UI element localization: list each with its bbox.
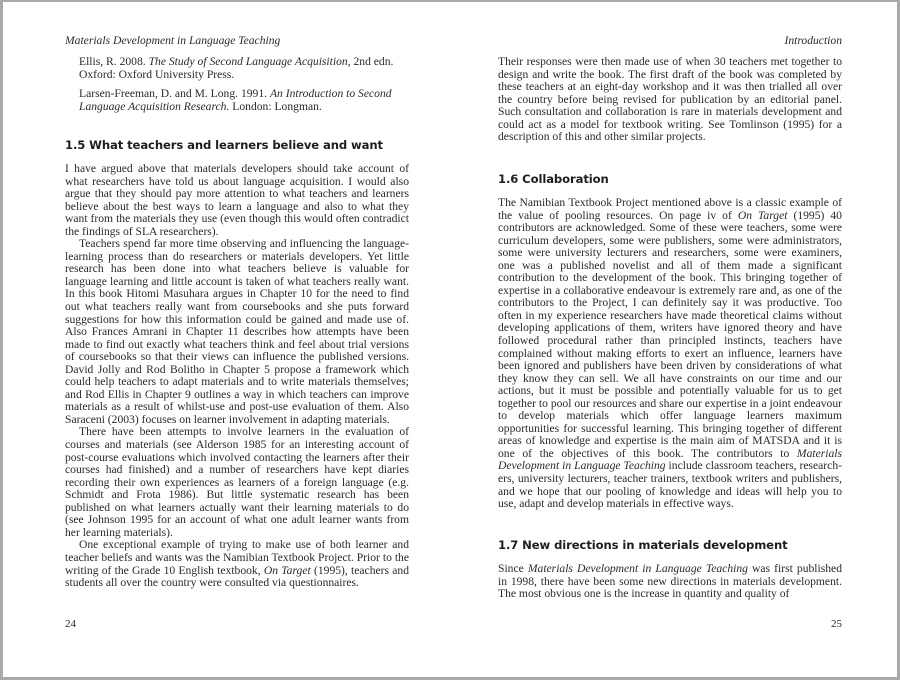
page-number-left: 24 <box>65 618 76 630</box>
paragraph <box>65 539 409 589</box>
reference-title: The Study of Second Language Acquisition <box>148 55 348 68</box>
reference-author: Larsen-Freeman, D. and M. Long. 1991. <box>79 87 270 101</box>
reference-publisher: London: Longman. <box>229 100 322 114</box>
paragraph-text: One exceptional example of trying to make use of both learner and teacher beliefs and wants was the Namibian Textbook Project. Prior to the writing of the Grade 10 English textbook, <box>65 538 409 577</box>
paragraph <box>498 563 842 601</box>
book-title: Materials Development in Language Teaching <box>527 562 748 575</box>
paragraph-text: (1995) 40 contributors are acknowledged. Some of these were teachers, some were curriculum developers, some were publishers, some were administrators, some were university lecturers and researchers, some were examiners, one was a published novelist and all of them made a significant contribution to the development of the book. This bringing together of expertise in a collaborative endeavour is extremely rare and, as one of the contributors to the Project, I can definitely say it was productive. Too often in my experience researchers have made theoretical claims without developing applications of them, writers have ignored theory and have followed procedural rather than principled instincts, teachers have complained without making efforts to exert an influence, learners have been ignored and publishers have been driven by considerations of what they know they can sell. We all have constraints on our time and our actions, but it must be possible and potentially valuable for us to get together to pool our resources and share our expertise in a joint endeavour to develop materials which offer language learners maximum opportunities for successful learning. This bringing together of different areas of knowledge and expertise is the main aim of MATSDA and it is one of the objectives of this book. The contributors to <box>498 208 842 460</box>
paragraph-text: include classroom teachers, researchers, university lecturers, teacher trainers, textbook writers and publishers, and we hope that our pooling of knowledge and ideas will help you to use, adapt and develop materials in effective ways. <box>498 459 842 511</box>
reference-item <box>79 56 409 81</box>
paragraph-text: The Namibian Textbook Project mentioned above is a classic example of the value of pooling resources. On page iv of <box>498 196 842 222</box>
right-page <box>498 2 842 677</box>
paragraph: Teachers spend far more time observing and influencing the language-learning process than do researchers or materials developers. Yet little research has been done into what teachers believe is valuable for language learning and little account is taken of what teachers really want. In this book Hitomi Masuhara argues in Chapter 10 for the need to find out what teachers really want from coursebooks and she puts forward suggestions for how this information could be gained and made use of. Also Frances Amrani in Chapter 11 describes how attempts have been made to find out exactly what teachers think and feel about trial versions of coursebooks so that their views can influence the published versions. David Jolly and Rod Bolitho in Chapter 5 propose a framework which could help teachers to adapt materials and to write materials themselves; and Rod Ellis in Chapter 9 outlines a way in which teachers can improve materials as a result of whilst-use and post-use evaluation of them. Also Saraceni (2003) focuses on learner involvement in adapting materials. <box>65 237 409 426</box>
left-page <box>65 2 409 677</box>
opening-paragraph <box>498 56 842 144</box>
section-body-1-7 <box>498 563 842 601</box>
reference-publisher: , 2nd edn. Oxford: Oxford University Press. <box>79 55 394 81</box>
book-title: On Target <box>263 563 311 577</box>
reference-title: An Introduction to Second Language Acquisition Research. <box>79 87 392 114</box>
running-head-left: Materials Development in Language Teaching <box>65 34 281 47</box>
paragraph-text: (1995), teachers and students all over the country were consulted via questionnaires. <box>65 563 410 590</box>
reference-list <box>79 56 409 121</box>
reference-item <box>79 88 409 113</box>
section-heading-1-5: 1.5 What teachers and learners believe and want <box>65 138 383 152</box>
paragraph: I have argued above that materials developers should take account of what researchers have told us about language acquisition. I would also argue that they should pay more attention to what teachers and learners believe about the best ways to learn a language and also to what they want from the materials they use (even though this would often contradict the findings of SLA researchers). <box>65 162 409 238</box>
book-title: Materials Development in Language Teaching <box>498 446 842 473</box>
section-body-1-5 <box>65 163 409 590</box>
paragraph <box>498 197 842 511</box>
running-head-right: Introduction <box>784 34 842 47</box>
section-body-1-6 <box>498 197 842 511</box>
paragraph: There have been attempts to involve learners in the evaluation of courses and materials (see Alderson 1985 for an interesting account of post-course evaluations which involved contacting the learners after their courses had finished) and a number of researchers have kept diaries recording their own experiences as learners of a foreign language (e.g. Schmidt and Frota 1986). But little systematic research has been published on what learners actually want their learning materials to do (see Johnson 1995 for an account of what one adult learner wants from her learning materials). <box>65 425 409 539</box>
reference-author: Ellis, R. 2008. <box>79 55 149 68</box>
paragraph-text: Since <box>498 562 528 575</box>
section-heading-1-6: 1.6 Collaboration <box>498 172 609 186</box>
paragraph: Their responses were then made use of when 30 teachers met together to design and write the book. The first draft of the book was completed by these teachers at an eight-day workshop and it was then trialled all over the country before being revised for publication by an editorial panel. Such consultation and collaboration is rare in materials development and could act as a model for textbook writing. See Tomlinson (1995) for a description of this and other similar projects. <box>498 55 842 144</box>
section-heading-1-7: 1.7 New directions in materials development <box>498 538 788 552</box>
book-title: On Target <box>737 208 788 222</box>
paragraph-text: was first published in 1998, there have been some new directions in materials development. The most obvious one is the increase in quantity and quality of <box>498 562 842 601</box>
page-number-right: 25 <box>831 618 842 630</box>
